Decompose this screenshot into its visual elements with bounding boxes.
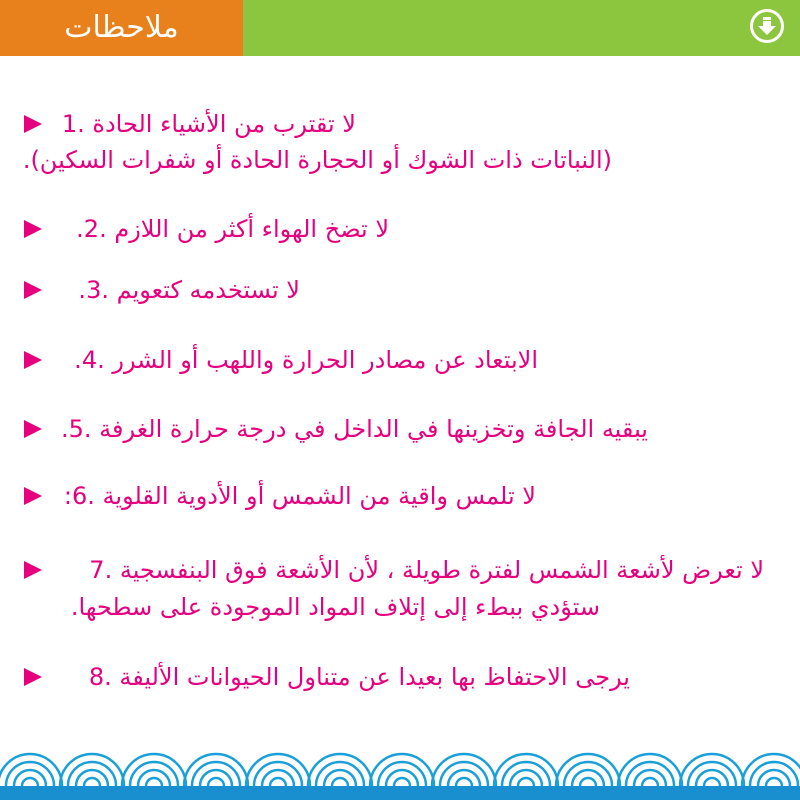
note-text-line: لا تستخدمه كتعويم .3. <box>78 276 300 304</box>
note-text-line: لا تقترب من الأشياء الحادة .1 <box>61 110 356 138</box>
bullet-arrow-icon <box>24 220 42 238</box>
bullet-arrow-icon <box>24 487 42 505</box>
note-text-line: الابتعاد عن مصادر الحرارة واللهب أو الشرر .4. <box>74 346 538 374</box>
bullet-arrow-icon <box>24 281 42 299</box>
note-text-line: لا تلمس واقية من الشمس أو الأدوية القلوية .6: <box>63 482 536 510</box>
bullet-arrow-icon <box>24 561 42 579</box>
note-text-line: يرجى الاحتفاظ بها بعيدا عن متناول الحيوانات الأليفة .8 <box>88 663 630 691</box>
bullet-arrow-icon <box>24 351 42 369</box>
note-text-line: يبقيه الجافة وتخزينها في الداخل في درجة حرارة الغرفة .5. <box>60 415 648 443</box>
note-text-line: ستؤدي ببطء إلى إتلاف المواد الموجودة على سطحها. <box>70 593 600 621</box>
bullet-arrow-icon <box>24 115 42 133</box>
bullet-arrow-icon <box>24 668 42 686</box>
bullet-arrow-icon <box>24 420 42 438</box>
note-text-line: لا تضخ الهواء أكثر من اللازم .2. <box>76 215 389 243</box>
note-text-line: لا تعرض لأشعة الشمس لفترة طويلة ، لأن الأشعة فوق البنفسجية .7 <box>89 556 764 584</box>
page-title: ملاحظات <box>64 10 179 45</box>
wave-decoration <box>0 740 800 800</box>
note-text-line: (النباتات ذات الشوك أو الحجارة الحادة أو شفرات السكين). <box>22 146 612 174</box>
